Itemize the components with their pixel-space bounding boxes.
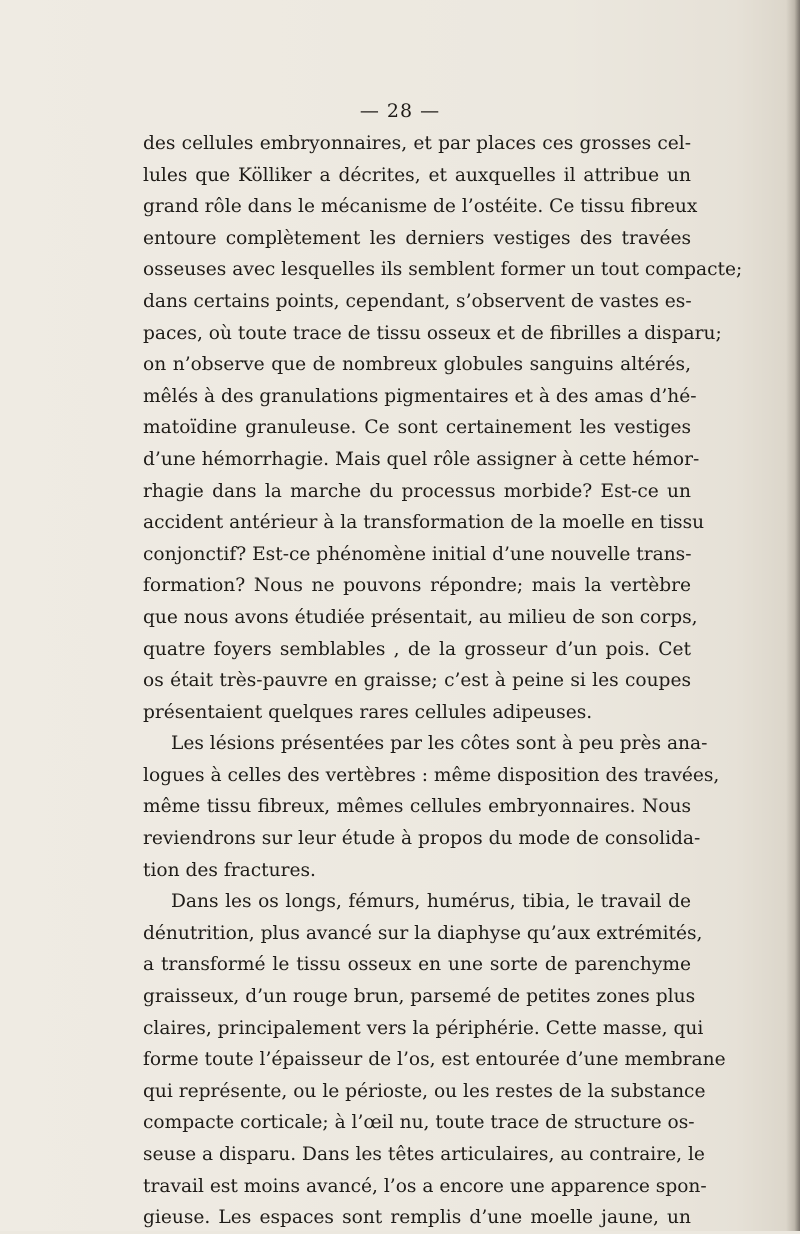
text-line: forme toute l’épaisseur de l’os, est entourée d’une membrane [143,1049,726,1071]
text-line: reviendrons sur leur étude à propos du mode de consolida- [143,828,701,850]
text-line: Dans les os longs, fémurs, humérus, tibia, le travail de [171,891,691,913]
text-line: paces, où toute trace de tissu osseux et de fibrilles a disparu; [143,322,722,344]
page-edge-shadow [786,0,800,1231]
text-line: lules que Kölliker a décrites, et auxquelles il attribue un [143,164,691,186]
text-line: d’une hémorrhagie. Mais quel rôle assigner à cette hémor- [143,448,700,470]
text-line: matoïdine granuleuse. Ce sont certainement les vestiges [143,417,691,439]
text-line: mêlés à des granulations pigmentaires et à des amas d’hé- [143,385,697,407]
text-line: conjonctif? Est-ce phénomène initial d’une nouvelle trans- [143,543,692,565]
text-line: accident antérieur à la transformation de la moelle en tissu [143,512,705,534]
text-line: osseuses avec lesquelles ils semblent former un tout compacte; [143,259,743,281]
text-line: os était très-pauvre en graisse; c’est à peine si les coupes [143,670,691,692]
text-line: a transformé le tissu osseux en une sorte de parenchyme [143,954,691,976]
text-line: présentaient quelques rares cellules adipeuses. [143,701,593,723]
text-line: grand rôle dans le mécanisme de l’ostéite. Ce tissu fibreux [143,196,698,218]
text-line: des cellules embryonnaires, et par places ces grosses cel- [143,133,691,154]
body-text [143,128,743,1234]
text-line: claires, principalement vers la périphérie. Cette masse, qui [143,1017,704,1039]
text-line: que nous avons étudiée présentait, au milieu de son corps, [143,606,698,628]
text-line: Les lésions présentées par les côtes sont à peu près ana- [171,733,708,755]
text-line: dénutrition, plus avancé sur la diaphyse qu’aux extrémités, [143,922,703,944]
text-line: on n’observe que de nombreux globules sanguins altérés, [143,354,691,376]
text-line: logues à celles des vertèbres : même disposition des travées, [143,764,720,786]
text-line: tion des fractures. [143,859,316,881]
text-line: même tissu fibreux, mêmes cellules embryonnaires. Nous [143,796,691,818]
text-line: qui représente, ou le périoste, ou les restes de la substance [143,1080,706,1102]
text-line: gieuse. Les espaces sont remplis d’une moelle jaune, un [143,1207,691,1229]
text-line: entoure complètement les derniers vestiges des travées [143,227,691,249]
text-line: compacte corticale; à l’œil nu, toute trace de structure os- [143,1112,695,1134]
text-line: formation? Nous ne pouvons répondre; mais la vertèbre [143,575,691,597]
page-number: — 28 — [359,100,441,122]
text-line: dans certains points, cependant, s’observent de vastes es- [143,290,692,312]
text-line: quatre foyers semblables , de la grosseur d’un pois. Cet [143,638,691,660]
text-line: travail est moins avancé, l’os a encore une apparence spon- [143,1175,707,1197]
text-line: graisseux, d’un rouge brun, parsemé de petites zones plus [143,986,696,1008]
text-line: seuse a disparu. Dans les têtes articulaires, au contraire, le [143,1144,705,1165]
text-line: rhagie dans la marche du processus morbide? Est-ce un [143,480,691,502]
